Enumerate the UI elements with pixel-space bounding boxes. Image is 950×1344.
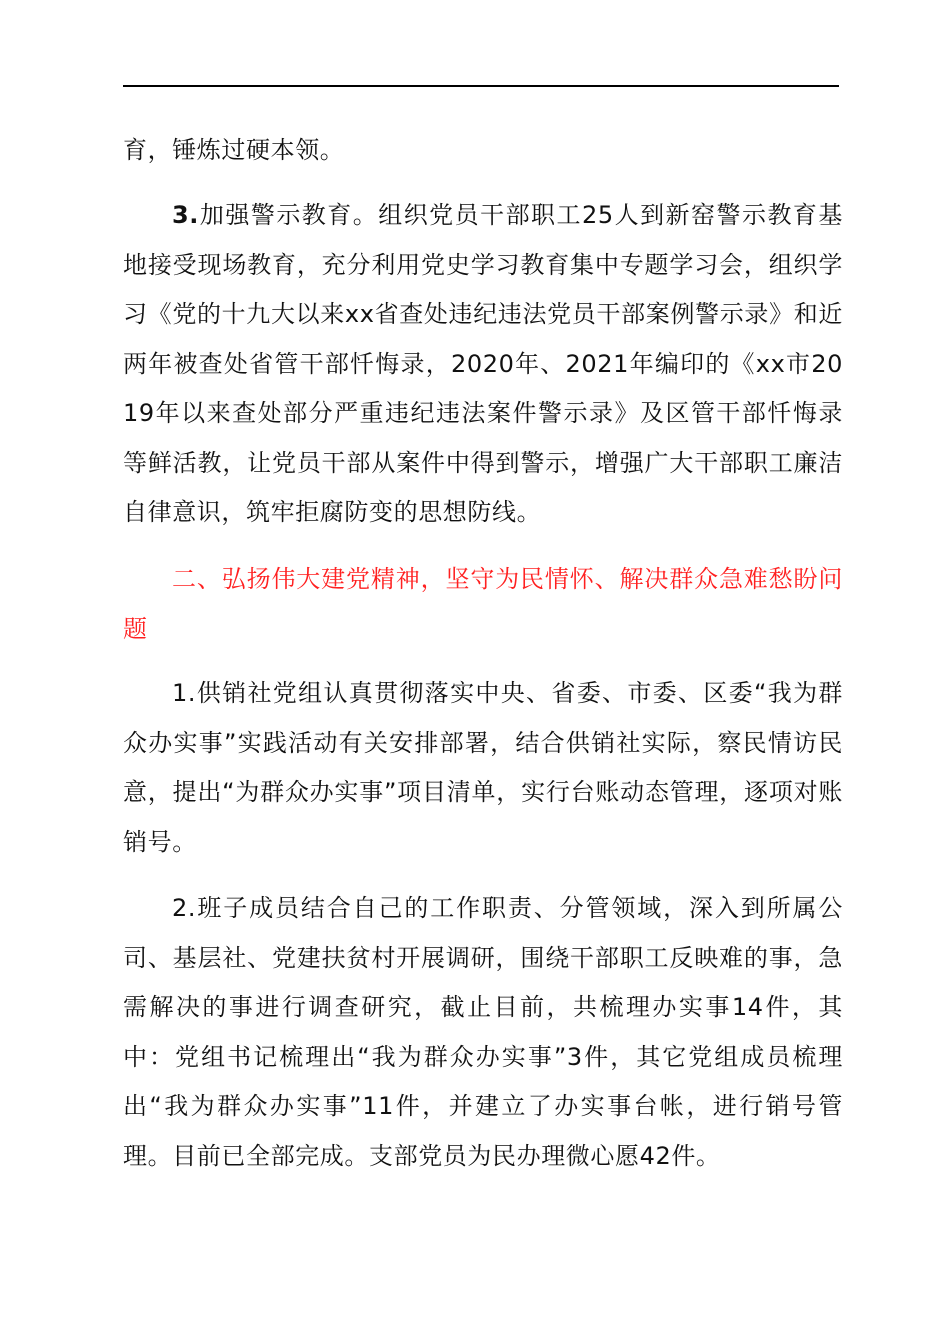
continuation-paragraph: 育，锤炼过硬本领。 <box>123 136 345 164</box>
section-2-heading: 二、弘扬伟大建党精神，坚守为民情怀、解决群众急难愁盼问题 <box>123 565 843 643</box>
section-2-item-2-paragraph: 2.班子成员结合自己的工作职责、分管领域，深入到所属公司、基层社、党建扶贫村开展调研，围绕干部职工反映难的事，急需解决的事进行调查研究，截止目前，共梳理办实事14件，其中：党组书记梳理出“我为群众办实事”3件，其它党组成员梳理出“我为群众办实事”11件，并建立了办实事台帐，进行销号管理。目前已全部完成。支部党员为民办理微心愿42件。 <box>123 894 843 1170</box>
item-3-text: 加强警示教育。组织党员干部职工25人到新窑警示教育基地接受现场教育，充分利用党史学习教育集中专题学习会，组织学习《党的十九大以来xx省查处违纪违法党员干部案例警示录》和近两年被查处省管干部忏悔录，2020年、2021年编印的《xx市2019年以来查处部分严重违纪违法案件警示录》及区管干部忏悔录等鲜活教，让党员干部从案件中得到警示，增强广大干部职工廉洁自律意识，筑牢拒腐防变的思想防线。 <box>123 201 843 526</box>
item-3-number: 3. <box>172 201 200 229</box>
section-2-item-1-paragraph: 1.供销社党组认真贯彻落实中央、省委、市委、区委“我为群众办实事”实践活动有关安排部署，结合供销社实际，察民情访民意，提出“为群众办实事”项目清单，实行台账动态管理，逐项对账销号。 <box>123 679 843 856</box>
header-rule <box>123 85 839 87</box>
item-3-paragraph <box>123 191 843 538</box>
